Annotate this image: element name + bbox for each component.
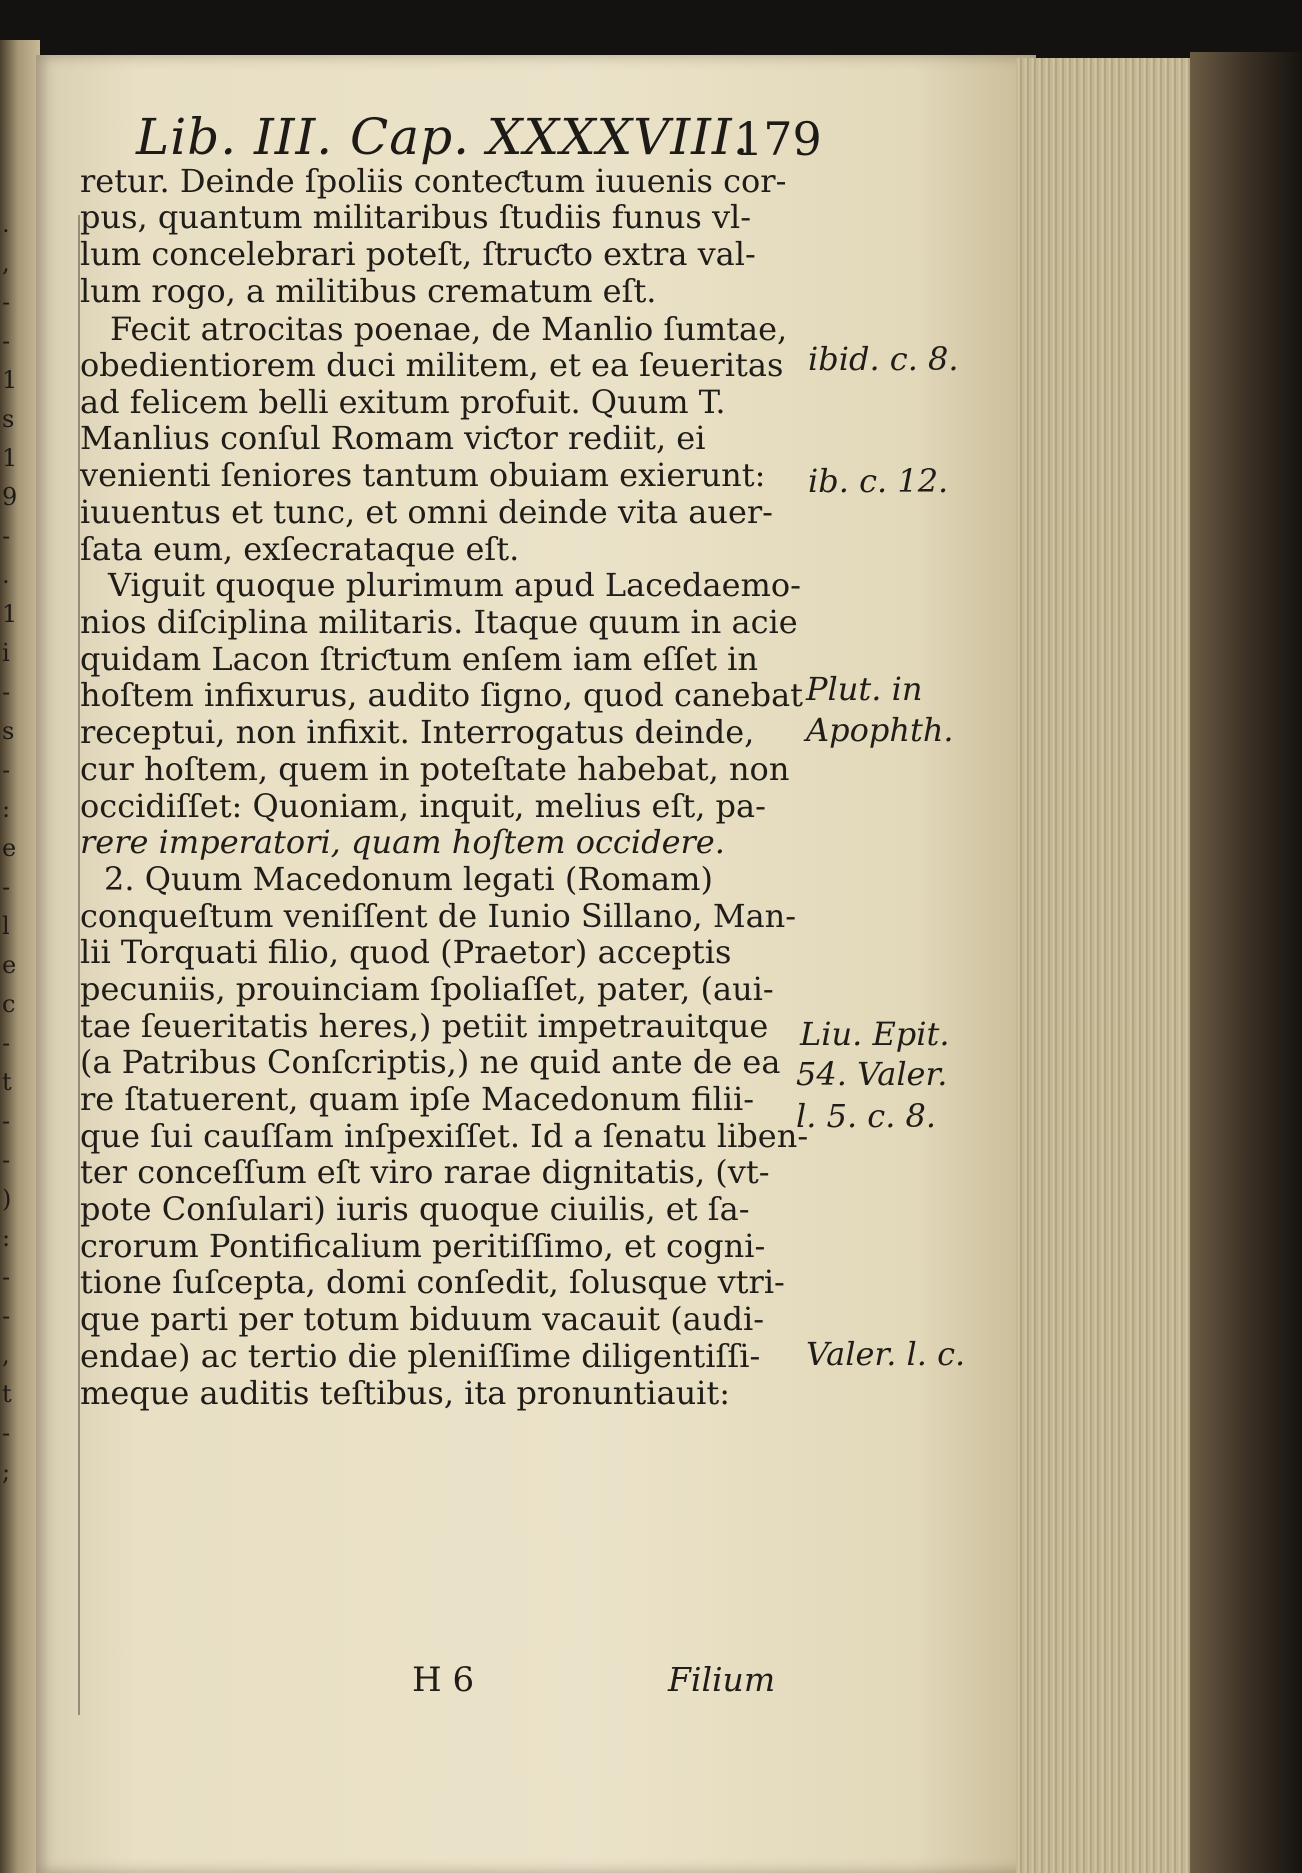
left-page-mark: c xyxy=(2,990,16,1018)
text-line: crorum Pontificalium peritiſſimo, et cogni- xyxy=(80,1227,766,1265)
text-line: lii Torquati filio, quod (Praetor) acceptis xyxy=(80,933,732,971)
text-line: hoſtem infixurus, audito ſigno, quod canebat xyxy=(80,676,804,714)
text-line: quidam Lacon ſtriƈtum enſem iam eſſet in xyxy=(80,640,758,678)
text-line: ad felicem belli exitum profuit. Quum T. xyxy=(80,383,726,421)
text-line: cur hoſtem, quem in poteſtate habebat, non xyxy=(80,750,790,788)
left-page-mark: s xyxy=(2,717,15,745)
left-page-mark: , xyxy=(2,249,10,277)
left-page-mark: - xyxy=(2,1263,11,1291)
left-page-mark: - xyxy=(2,873,11,901)
left-page-mark: - xyxy=(2,1419,11,1447)
book-spine-edge xyxy=(1190,52,1302,1873)
text-line: Viguit quoque plurimum apud Lacedaemo- xyxy=(108,566,801,604)
catchword: Filium xyxy=(668,1660,776,1699)
left-page-mark: . xyxy=(2,210,10,238)
margin-note: l. 5. c. 8. xyxy=(796,1097,937,1135)
text-line: lum rogo, a militibus crematum eſt. xyxy=(80,272,657,310)
text-line: pecuniis, prouinciam ſpoliaſſet, pater, (aui- xyxy=(80,970,774,1008)
text-line: occidiſſet: Quoniam, inquit, melius eſt, pa- xyxy=(80,787,766,825)
running-title: Lib. III. Cap. XXXXVIII. xyxy=(136,108,750,166)
left-page-mark: t xyxy=(2,1068,12,1096)
left-page-mark: . xyxy=(2,561,10,589)
left-page-mark: - xyxy=(2,1029,11,1057)
left-page-mark: e xyxy=(2,834,17,862)
text-line: meque auditis teſtibus, ita pronuntiauit: xyxy=(80,1374,731,1412)
margin-note: ib. c. 12. xyxy=(808,462,949,500)
left-page-mark: - xyxy=(2,1146,11,1174)
text-line: que parti per totum biduum vacauit (audi- xyxy=(80,1300,764,1338)
text-line: re ſtatuerent, quam ipſe Macedonum filii- xyxy=(80,1080,755,1118)
text-line: venienti ſeniores tantum obuiam exierunt: xyxy=(80,456,766,494)
left-page-mark: ; xyxy=(2,1458,11,1486)
text-line: endae) ac tertio die pleniſſime diligentiſſi- xyxy=(80,1337,761,1375)
left-page-mark: i xyxy=(2,639,10,667)
left-page-mark: - xyxy=(2,327,11,355)
text-line: (a Patribus Conſcriptis,) ne quid ante de ea xyxy=(80,1043,781,1081)
margin-note: 54. Valer. xyxy=(796,1055,948,1093)
margin-note: Liu. Epit. xyxy=(800,1015,950,1053)
left-page-mark: : xyxy=(2,1224,11,1252)
left-page-mark: l xyxy=(2,912,10,940)
text-line: Manlius conſul Romam viƈtor rediit, ei xyxy=(80,419,706,457)
left-page-mark: ) xyxy=(2,1185,12,1213)
left-page-mark: , xyxy=(2,1341,10,1369)
text-line: que ſui cauſſam inſpexiſſet. Id a ſenatu liben- xyxy=(80,1117,809,1155)
left-page-mark: - xyxy=(2,1302,11,1330)
left-page-mark: s xyxy=(2,405,15,433)
text-line: receptui, non infixit. Interrogatus deinde, xyxy=(80,713,755,751)
left-page-mark: - xyxy=(2,522,11,550)
text-line: tae ſeueritatis heres,) petiit impetrauitque xyxy=(80,1007,769,1045)
page-number: 179 xyxy=(734,112,822,166)
text-line: pus, quantum militaribus ſtudiis funus vl- xyxy=(80,198,752,236)
page-edges xyxy=(1016,58,1216,1873)
left-page-mark: - xyxy=(2,288,11,316)
text-line: conqueſtum veniſſent de Iunio Sillano, Man- xyxy=(80,897,797,935)
text-line: ſata eum, exſecrataque eſt. xyxy=(80,530,520,568)
margin-note: Valer. l. c. xyxy=(806,1335,966,1373)
text-line: retur. Deinde ſpoliis conteƈtum iuuenis cor- xyxy=(80,162,787,200)
left-page-edge xyxy=(0,40,40,1873)
left-page-mark: e xyxy=(2,951,17,979)
margin-note: Plut. in xyxy=(806,670,923,708)
text-line: lum concelebrari poteſt, ſtruƈto extra val- xyxy=(80,235,756,273)
text-line: ter conceſſum eſt viro rarae dignitatis, (vt- xyxy=(80,1153,770,1191)
text-line: Fecit atrocitas poenae, de Manlio ſumtae, xyxy=(110,310,788,348)
text-line: tione ſuſcepta, domi conſedit, ſolusque vtri- xyxy=(80,1263,785,1301)
text-line: 2. Quum Macedonum legati (Romam) xyxy=(104,860,713,898)
left-page-mark: - xyxy=(2,678,11,706)
left-page-mark: 1 xyxy=(2,444,18,472)
left-page-mark: 1 xyxy=(2,366,18,394)
text-line: nios diſciplina militaris. Itaque quum in acie xyxy=(80,603,798,641)
signature-mark: H 6 xyxy=(412,1660,475,1700)
left-page-mark: 1 xyxy=(2,600,18,628)
text-line: iuuentus et tunc, et omni deinde vita auer- xyxy=(80,493,773,531)
text-line: pote Conſulari) iuris quoque ciuilis, et ſa- xyxy=(80,1190,750,1228)
text-line: obedientiorem duci militem, et ea ſeueritas xyxy=(80,346,784,384)
left-page-mark: 9 xyxy=(2,483,18,511)
left-page-mark: - xyxy=(2,1107,11,1135)
left-page-mark: - xyxy=(2,756,11,784)
left-page-mark: t xyxy=(2,1380,12,1408)
margin-note: Apophth. xyxy=(806,711,954,749)
margin-note: ibid. c. 8. xyxy=(808,340,959,378)
text-line: rere imperatori, quam hoſtem occidere. xyxy=(80,823,725,861)
left-page-mark: : xyxy=(2,795,11,823)
